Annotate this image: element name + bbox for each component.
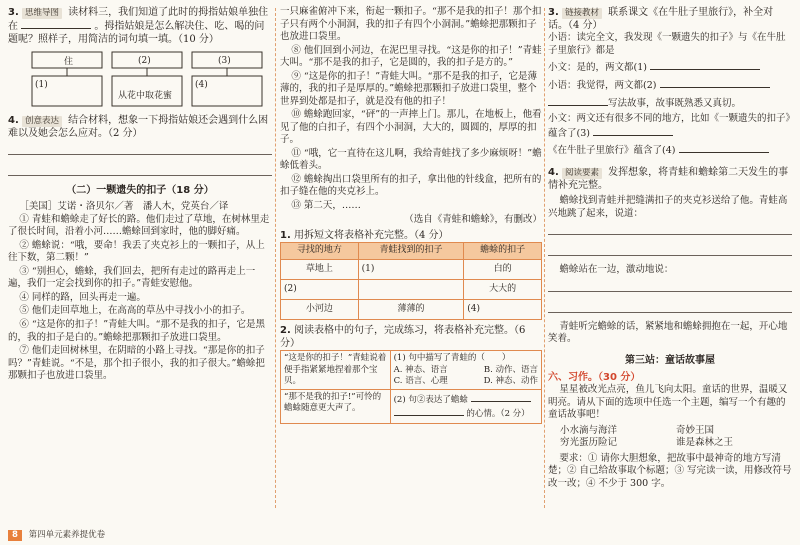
story-para-7b: 一只麻雀俯冲下来，衔起一颗扣子。“那不是我的扣子！那个扣子只有两个小洞洞，我的扣子有四个小洞洞。”蟾蜍把那颗扣子也放进口袋里。 bbox=[280, 6, 542, 43]
story-para-11: ⑪ “哦，它一直待在这儿啊，我给青蛙找了多少麻烦呀！”蟾蜍低着头。 bbox=[280, 147, 542, 172]
r3-blank-5[interactable] bbox=[679, 143, 769, 153]
q3-text2: 。拇指姑娘是怎么解决住、吃、喝的问题呢？照样子，用简洁的词句填一填。（10 分） bbox=[8, 21, 265, 46]
r3-number: 3. bbox=[548, 7, 559, 18]
q2-text: 阅读表格中的句子，完成练习，将表格补充完整。（6 分） bbox=[280, 325, 526, 350]
story-para-3: ③ “别担心，蟾蜍，我们回去，把所有走过的路再走上一遍，我们一定会找到你的扣子。”青蛙安慰他。 bbox=[8, 265, 256, 290]
q4-number: 4. bbox=[8, 114, 19, 126]
story-para-5: ⑤ 他们走回草地上，在高高的草丛中寻找小小的扣子。 bbox=[19, 305, 251, 317]
topic-3[interactable]: 穷光蛋历险记 bbox=[560, 437, 618, 449]
q1-cell: 白的 bbox=[464, 260, 542, 280]
table-row bbox=[281, 260, 542, 280]
q4-text: 结合材料，想象一下拇指姑娘还会遇到什么困难以及她会怎么应对。（2 分） bbox=[8, 114, 269, 139]
q1-cell[interactable] bbox=[358, 280, 464, 300]
q2-number: 2. bbox=[280, 325, 291, 337]
r4-para-2: 蟾蜍站在一边，激动地说： bbox=[559, 264, 674, 276]
r3-line-1-text: 小语：读完全文，我发现《一颗遗失的扣子》与《在牛肚子里旅行》都是 bbox=[548, 32, 786, 56]
r4-para-3: 青蛙听完蟾蜍的话，紧紧地和蟾蜍拥抱在一起，开心地笑着。 bbox=[548, 320, 788, 345]
r3-blank-1[interactable] bbox=[650, 60, 760, 70]
q1-cell[interactable]: (4) bbox=[464, 300, 542, 320]
q2-option-a[interactable]: A. 神态、语言 bbox=[393, 364, 448, 375]
q4-answer-line-1[interactable] bbox=[8, 142, 272, 155]
q2-blank[interactable] bbox=[471, 392, 531, 402]
r4-text: 发挥想象，将青蛙和蟾蜍第二天发生的事情补充完整。 bbox=[548, 166, 789, 191]
r3-line-5-text: 小文：两文还有很多不同的地方，比如《一颗遗失的扣子》蕴含了(3) bbox=[548, 113, 791, 139]
story-para-8: ⑧ 他们回到小河边，在泥巴里寻找。“这是你的扣子！”青蛙大叫。“那不是我的扣子，它是圆的，我的扣子是方的。” bbox=[280, 44, 542, 69]
mindmap-top-label-1: 住 bbox=[64, 56, 74, 67]
topic-1[interactable]: 小水滴与海洋 bbox=[560, 424, 618, 436]
r3-blank-4[interactable] bbox=[593, 126, 673, 136]
q1-cell[interactable]: (1) bbox=[358, 260, 464, 280]
q1-header-3: 蟾蜍的扣子 bbox=[464, 243, 542, 260]
topic-4[interactable]: 谁是森林之王 bbox=[676, 437, 734, 449]
r3-line-4-text: 写法故事，故事既熟悉又真切。 bbox=[608, 97, 742, 109]
r3-blank-3[interactable] bbox=[548, 96, 608, 106]
q2-option-d[interactable]: D. 神态、动作 bbox=[483, 375, 538, 386]
station-requirements: 要求：① 请你大胆想象，把故事中最神奇的地方写清楚；② 自己给故事取个标题；③ 写完读一读，用修改符号改一改；④ 不少于 300 字。 bbox=[548, 452, 792, 489]
q2-right-2b: 的心情。（2 分） bbox=[466, 409, 530, 420]
story-source: （选自《青蛙和蟾蜍》，有删改） bbox=[404, 213, 542, 225]
q3-tag: 思维导图 bbox=[22, 8, 62, 19]
r3-tag: 链接教材 bbox=[562, 8, 602, 19]
story-para-12: ⑫ 蟾蜍掏出口袋里所有的扣子，拿出他的针线盒，把所有的扣子缝在他的夹克衫上。 bbox=[280, 173, 542, 198]
story-title: （二）一颗遗失的扣子（18 分） bbox=[66, 185, 214, 196]
story-para-9: ⑨ “这是你的扣子！”青蛙大叫。“那不是我的扣子，它是薄薄的，我的扣子是厚厚的。”蟾蜍把那颗扣子放进口袋里，整个世界到处都是扣子，就是没有他的扣子！ bbox=[280, 70, 537, 107]
r3-line-2-text: 小文：是的，两文都(1) bbox=[548, 62, 647, 74]
station-intro: 星星被改光点亮，鱼儿飞向太阳。童话的世界，温暖又明亮。请从下面的选项中任选一个主题，编写一个有趣的童话故事吧！ bbox=[548, 384, 788, 421]
middle-column bbox=[280, 6, 542, 424]
q2-table bbox=[280, 350, 542, 423]
q3-number: 3. bbox=[8, 7, 19, 18]
page-number: 8 bbox=[8, 530, 22, 541]
q1-table bbox=[280, 242, 542, 320]
q2-right-2a: (2) 句②表达了蟾蜍 bbox=[393, 395, 468, 406]
divider-1 bbox=[275, 8, 276, 508]
r3-line-4 bbox=[548, 96, 792, 111]
r4-answer-line-2[interactable] bbox=[548, 243, 792, 256]
r3-line-6-text: 《在牛肚子里旅行》蕴含了(4) bbox=[548, 145, 676, 157]
q1-block bbox=[280, 229, 542, 242]
q2-option-title: (1) 句中描写了青蛙的（ ） bbox=[393, 353, 511, 364]
q3-mindmap bbox=[8, 50, 272, 110]
q1-cell: 大大的 bbox=[464, 280, 542, 300]
story-para-6: ⑥ “这是你的扣子！”青蛙大叫。“那不是我的扣子，它是黑的，我的扣子是白的。”蟾蜍把那颗扣子放进口袋里。 bbox=[8, 318, 265, 343]
station-title: 第三站：童话故事屋 bbox=[625, 354, 715, 366]
r3-text: 联系课文《在牛肚子里旅行》，补全对话。（4 分） bbox=[548, 7, 774, 32]
table-row bbox=[281, 300, 542, 320]
mindmap-box-2-text: 从花中取花蜜 bbox=[118, 90, 173, 101]
q3-blank[interactable] bbox=[21, 19, 91, 29]
q2-block bbox=[280, 324, 542, 350]
q4-block bbox=[8, 114, 272, 140]
topic-list bbox=[548, 425, 792, 450]
q3-text1: 读材料三，我们知道了此时的拇指姑娘单独住在 bbox=[8, 7, 269, 33]
r3-line-5 bbox=[548, 113, 792, 140]
q2-right-2 bbox=[390, 390, 541, 423]
story-para-13: ⑬ 第二天，…… bbox=[291, 199, 361, 211]
r4-number: 4. bbox=[548, 166, 559, 178]
q1-number: 1. bbox=[280, 230, 291, 242]
r3-line-1 bbox=[548, 32, 792, 57]
left-column bbox=[8, 6, 272, 384]
story-para-7: ⑦ 他们走回树林里，在阴暗的小路上寻找。“那是你的扣子吗？”青蛙说。“不是，那个扣子很小，我的扣子很大。”蟾蜍把那颗扣子也放进口袋里。 bbox=[8, 345, 265, 382]
divider-2 bbox=[544, 8, 545, 508]
r4-para-1: 蟾蜍找到青蛙并把缝满扣子的夹克衫送给了他。青蛙高兴地跳了起来，说道： bbox=[548, 195, 788, 219]
q1-cell: 薄薄的 bbox=[358, 300, 464, 320]
q3-block bbox=[8, 6, 272, 47]
story-author: ［美国］艾诺・洛贝尔／著 潘人木，党英台／译 bbox=[19, 201, 229, 213]
r4-answer-line-1[interactable] bbox=[548, 222, 792, 235]
r4-answer-line-4[interactable] bbox=[548, 300, 792, 313]
footer-label: 第四单元素养提优卷 bbox=[28, 529, 106, 540]
table-row bbox=[281, 280, 542, 300]
mindmap-top-label-2: (2) bbox=[138, 55, 151, 66]
section-six: 六、习作。（30 分） bbox=[548, 371, 641, 383]
r4-answer-line-3[interactable] bbox=[548, 279, 792, 292]
q2-left-1: “这是你的扣子！”青蛙说着便手指紧紧地捏着那个宝贝。 bbox=[281, 351, 391, 390]
story-para-10: ⑩ 蟾蜍跑回家，“砰”的一声摔上门。那儿，在地板上，他看见了他的白扣子，有四个小洞洞，大大的，圆圆的，厚厚的扣子。 bbox=[280, 109, 542, 146]
q2-options-cell bbox=[390, 351, 541, 390]
r3-blank-2[interactable] bbox=[660, 78, 770, 88]
q1-text: 用拆短文将表格补充完整。（4 分） bbox=[293, 230, 449, 242]
mindmap-box-1-label: (1) bbox=[35, 79, 48, 90]
r3-block bbox=[548, 6, 792, 32]
right-column bbox=[548, 6, 792, 491]
story-para-2: ② 蟾蜍说：“哦，要命！我丢了夹克衫上的一颗扣子，从上往下数，第二颗！” bbox=[8, 239, 265, 264]
mindmap-top-label-3: (3) bbox=[218, 55, 231, 66]
q1-cell: 小河边 bbox=[281, 300, 359, 320]
story-para-4: ④ 同样的路，回头再走一遍。 bbox=[19, 291, 146, 303]
q1-header-1: 寻找的地方 bbox=[281, 243, 359, 260]
q4-tag: 创意表达 bbox=[22, 116, 62, 127]
r4-tag: 阅读要素 bbox=[562, 168, 602, 179]
q1-cell: 草地上 bbox=[281, 260, 359, 280]
q1-header-2: 青蛙找到的扣子 bbox=[358, 243, 464, 260]
r3-line-6 bbox=[548, 143, 792, 158]
q2-blank-2[interactable] bbox=[394, 406, 464, 416]
story-para-1: ① 青蛙和蟾蜍走了好长的路。他们走过了草地，在树林里走了很长时间，沿着小河……蟾蜍回到家时，他的脚好痛。 bbox=[8, 213, 270, 238]
r3-line-3-text: 小语：我觉得，两文都(2) bbox=[548, 80, 657, 91]
r3-line-3 bbox=[548, 78, 792, 93]
q2-option-b[interactable]: B. 动作、语言 bbox=[483, 364, 538, 375]
r4-block bbox=[548, 166, 792, 192]
q2-option-c[interactable]: C. 语言、心理 bbox=[393, 375, 448, 386]
topic-2[interactable]: 奇妙王国 bbox=[676, 424, 715, 436]
q2-left-2: “那不是我的扣子!”可怜的蟾蜍随意更大声了。 bbox=[281, 390, 391, 423]
q1-cell[interactable]: (2) bbox=[281, 280, 359, 300]
q4-answer-line-2[interactable] bbox=[8, 163, 272, 176]
mindmap-box-3-label: (4) bbox=[195, 79, 208, 90]
r3-line-2 bbox=[548, 60, 792, 75]
footer bbox=[8, 530, 105, 541]
